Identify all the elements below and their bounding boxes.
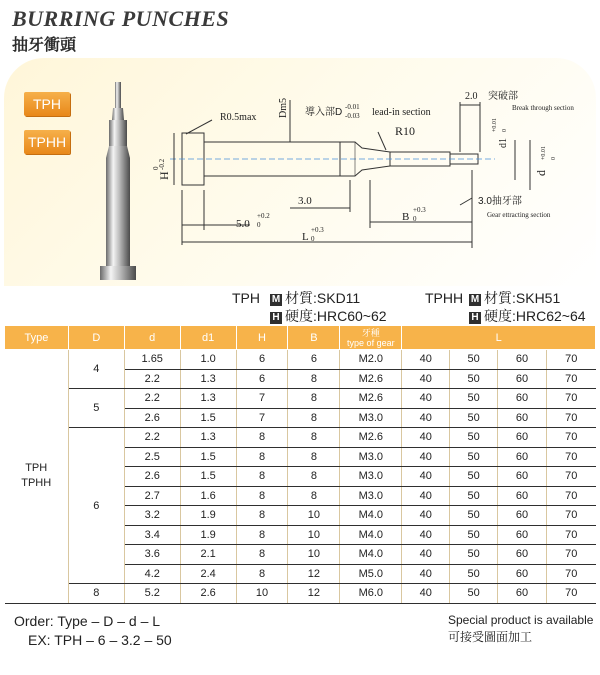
cell-L: 70	[546, 486, 595, 506]
cell-gear: M2.0	[340, 350, 402, 370]
cell-d: 5.2	[124, 584, 180, 604]
cell-H: 8	[236, 428, 288, 448]
cell-L: 50	[450, 408, 498, 428]
label-break-cn: 突破部	[488, 91, 518, 102]
table-row	[5, 350, 596, 370]
cell-gear: M3.0	[340, 486, 402, 506]
label-d1: d1	[498, 138, 509, 148]
cell-L: 40	[402, 350, 450, 370]
cell-d: 2.7	[124, 486, 180, 506]
cell-d1: 1.9	[180, 525, 236, 545]
cell-L: 70	[546, 545, 595, 565]
cell-L: 60	[498, 350, 547, 370]
cell-type	[5, 350, 69, 604]
cell-H: 7	[236, 408, 288, 428]
cell-gear: M4.0	[340, 525, 402, 545]
label-lead: 導入部D	[305, 107, 343, 118]
mat-tphh-hard-label: 硬度:	[484, 308, 516, 324]
cell-L: 40	[402, 545, 450, 565]
cell-d: 2.6	[124, 408, 180, 428]
table-row	[5, 428, 596, 448]
cell-d1: 1.9	[180, 506, 236, 526]
cell-L: 70	[546, 389, 595, 409]
cell-L: 60	[498, 467, 547, 487]
cell-L: 50	[450, 350, 498, 370]
table-header-row	[5, 326, 596, 350]
cell-L: 40	[402, 525, 450, 545]
cell-gear: M5.0	[340, 564, 402, 584]
d1-tol-top: +0.01	[492, 118, 498, 132]
dim5-tol-bot: 0	[257, 221, 261, 229]
b-tol-bot: 0	[413, 215, 417, 223]
cell-d1: 1.3	[180, 369, 236, 389]
mat-tph-mat-value: SKD11	[316, 290, 361, 306]
table-row	[5, 389, 596, 409]
cell-B: 6	[288, 350, 340, 370]
type-tph: TPH	[25, 462, 48, 475]
cell-H: 6	[236, 369, 288, 389]
material-badge-icon: M	[470, 294, 480, 305]
l-tol-top: +0.3	[311, 226, 324, 234]
label-dm: Dm5	[278, 98, 289, 118]
cell-B: 8	[288, 486, 340, 506]
col-d: d	[124, 326, 180, 350]
col-gear-cn: 牙種	[361, 327, 380, 338]
special-note-cn: 可接受圖面加工	[448, 630, 533, 644]
label-b: B	[402, 211, 410, 223]
cell-L: 60	[498, 564, 547, 584]
cell-L: 70	[546, 564, 595, 584]
cell-D: 5	[68, 389, 124, 428]
cell-D: 8	[68, 584, 124, 604]
cell-H: 8	[236, 467, 288, 487]
cell-L: 50	[450, 506, 498, 526]
cell-d1: 1.3	[180, 389, 236, 409]
label-h: H	[157, 171, 171, 180]
label-dim-3: 3.0	[298, 195, 312, 207]
cell-gear: M3.0	[340, 408, 402, 428]
special-note	[448, 612, 593, 646]
page-subtitle: 抽牙衝頭	[12, 37, 77, 54]
cell-H: 8	[236, 545, 288, 565]
cell-L: 50	[450, 545, 498, 565]
order-info	[14, 612, 172, 650]
cell-L: 60	[498, 389, 547, 409]
cell-L: 70	[546, 350, 595, 370]
cell-H: 8	[236, 564, 288, 584]
label-break-en: Break through section	[512, 104, 574, 112]
cell-d: 2.2	[124, 428, 180, 448]
mat-tph-hard-value: HRC60~62	[316, 308, 387, 324]
cell-L: 60	[498, 525, 547, 545]
col-d1: d1	[180, 326, 236, 350]
d-tol-top: +0.01	[541, 146, 547, 160]
cell-d1: 1.3	[180, 428, 236, 448]
cell-d: 4.2	[124, 564, 180, 584]
cell-L: 60	[498, 408, 547, 428]
cell-d1: 2.4	[180, 564, 236, 584]
label-gear-en: Gear ettracting section	[487, 211, 551, 219]
cell-gear: M2.6	[340, 369, 402, 389]
label-gear-cn: 3.0抽牙部	[478, 196, 522, 207]
cell-B: 8	[288, 428, 340, 448]
cell-L: 40	[402, 389, 450, 409]
cell-L: 40	[402, 584, 450, 604]
cell-L: 60	[498, 486, 547, 506]
cell-D: 6	[68, 428, 124, 584]
cell-H: 8	[236, 525, 288, 545]
mat-tph-hard-label: 硬度:	[285, 308, 317, 324]
cell-L: 60	[498, 428, 547, 448]
cell-d: 3.6	[124, 545, 180, 565]
spec-table	[4, 325, 596, 604]
cell-D: 4	[68, 350, 124, 389]
lead-tol-top: -0.01	[345, 103, 360, 111]
cell-d: 1.65	[124, 350, 180, 370]
cell-gear: M3.0	[340, 447, 402, 467]
col-H: H	[236, 326, 288, 350]
cell-L: 50	[450, 467, 498, 487]
cell-H: 8	[236, 486, 288, 506]
cell-L: 50	[450, 389, 498, 409]
mat-tphh-hard-value: HRC62~64	[515, 308, 586, 324]
cell-B: 8	[288, 447, 340, 467]
cell-d: 2.2	[124, 369, 180, 389]
cell-L: 70	[546, 467, 595, 487]
cell-B: 8	[288, 408, 340, 428]
cell-L: 60	[498, 584, 547, 604]
label-dim-5: 5.0	[236, 218, 250, 230]
punch-body	[106, 158, 130, 266]
cell-L: 60	[498, 369, 547, 389]
mat-tph-series: TPH	[232, 290, 260, 306]
punch-head	[100, 266, 136, 280]
cell-L: 70	[546, 428, 595, 448]
cell-L: 40	[402, 486, 450, 506]
l-tol-bot: 0	[311, 235, 315, 243]
cell-d1: 2.6	[180, 584, 236, 604]
hardness-badge-icon: H	[270, 312, 282, 324]
mat-tphh-mat-label: 材質:	[484, 290, 516, 306]
dim5-tol-top: +0.2	[257, 212, 270, 220]
cell-d1: 1.5	[180, 447, 236, 467]
label-lead-en: lead-in section	[372, 107, 431, 118]
order-format: Order: Type – D – d – L	[14, 613, 161, 629]
cell-d1: 1.5	[180, 408, 236, 428]
cell-B: 10	[288, 506, 340, 526]
cell-L: 60	[498, 447, 547, 467]
label-r10: R10	[395, 124, 416, 138]
cell-L: 70	[546, 369, 595, 389]
cell-L: 50	[450, 369, 498, 389]
mat-tph-mat-label: 材質:	[285, 290, 317, 306]
lead-tol-bot: -0.03	[345, 112, 360, 120]
cell-gear: M2.6	[340, 428, 402, 448]
col-gear-en: type of gear	[347, 337, 395, 348]
cell-L: 70	[546, 506, 595, 526]
cell-L: 50	[450, 584, 498, 604]
cell-gear: M6.0	[340, 584, 402, 604]
cell-L: 40	[402, 428, 450, 448]
spec-table-body	[5, 350, 596, 604]
cell-B: 12	[288, 564, 340, 584]
mat-tphh-mat-value: SKH51	[515, 290, 561, 306]
mat-tphh-series: TPHH	[425, 290, 464, 306]
cell-d1: 1.6	[180, 486, 236, 506]
cell-L: 60	[498, 545, 547, 565]
cell-gear: M3.0	[340, 467, 402, 487]
punch-tip	[115, 82, 121, 108]
cell-gear: M4.0	[340, 545, 402, 565]
materials-tphh	[425, 289, 586, 325]
cell-L: 40	[402, 447, 450, 467]
cell-B: 10	[288, 545, 340, 565]
cell-d: 2.2	[124, 389, 180, 409]
h-tol-top: 0	[152, 166, 160, 170]
label-r05: R0.5max	[220, 112, 257, 123]
cell-L: 60	[498, 506, 547, 526]
cell-L: 50	[450, 525, 498, 545]
cell-H: 10	[236, 584, 288, 604]
material-badge-icon: M	[271, 294, 281, 305]
label-d: d	[534, 170, 548, 176]
tag-tph: TPH	[24, 92, 70, 116]
cell-L: 70	[546, 584, 595, 604]
label-l: L	[302, 231, 309, 243]
cell-H: 7	[236, 389, 288, 409]
punch-photo	[88, 78, 148, 288]
type-tphh: TPHH	[21, 477, 52, 490]
d1-tol-bot: 0	[502, 129, 508, 132]
hardness-badge-icon: H	[469, 312, 481, 324]
cell-H: 8	[236, 447, 288, 467]
col-type: Type	[5, 326, 69, 350]
table-row	[5, 584, 596, 604]
b-tol-top: +0.3	[413, 206, 426, 214]
label-break-dim: 2.0	[465, 91, 478, 102]
cell-d: 3.4	[124, 525, 180, 545]
materials-tph	[232, 289, 387, 325]
cell-H: 8	[236, 506, 288, 526]
cell-L: 70	[546, 525, 595, 545]
col-B: B	[288, 326, 340, 350]
cell-gear: M2.6	[340, 389, 402, 409]
col-gear	[340, 326, 402, 350]
cell-d: 2.6	[124, 467, 180, 487]
special-note-en: Special product is available	[448, 613, 594, 627]
cell-L: 40	[402, 408, 450, 428]
cell-gear: M4.0	[340, 506, 402, 526]
cell-B: 12	[288, 584, 340, 604]
col-D: D	[68, 326, 124, 350]
cell-H: 6	[236, 350, 288, 370]
cell-d1: 1.5	[180, 467, 236, 487]
cell-B: 10	[288, 525, 340, 545]
cell-L: 50	[450, 564, 498, 584]
cell-d1: 2.1	[180, 545, 236, 565]
cell-d: 2.5	[124, 447, 180, 467]
h-tol-bot: -0.2	[158, 158, 166, 170]
cell-L: 40	[402, 506, 450, 526]
tag-tphh: TPHH	[24, 130, 70, 154]
col-L: L	[402, 326, 596, 350]
order-example: EX: TPH – 6 – 3.2 – 50	[28, 632, 172, 648]
cell-L: 50	[450, 486, 498, 506]
cell-L: 40	[402, 564, 450, 584]
cell-d: 3.2	[124, 506, 180, 526]
cell-B: 8	[288, 389, 340, 409]
cell-B: 8	[288, 467, 340, 487]
cell-L: 40	[402, 467, 450, 487]
page-title: BURRING PUNCHES	[12, 6, 230, 31]
cell-L: 50	[450, 428, 498, 448]
cell-d1: 1.0	[180, 350, 236, 370]
cell-L: 40	[402, 369, 450, 389]
cell-L: 50	[450, 447, 498, 467]
cell-B: 8	[288, 369, 340, 389]
cell-L: 70	[546, 408, 595, 428]
d-tol-bot: 0	[551, 157, 557, 160]
technical-drawing	[150, 80, 595, 270]
cell-L: 70	[546, 447, 595, 467]
